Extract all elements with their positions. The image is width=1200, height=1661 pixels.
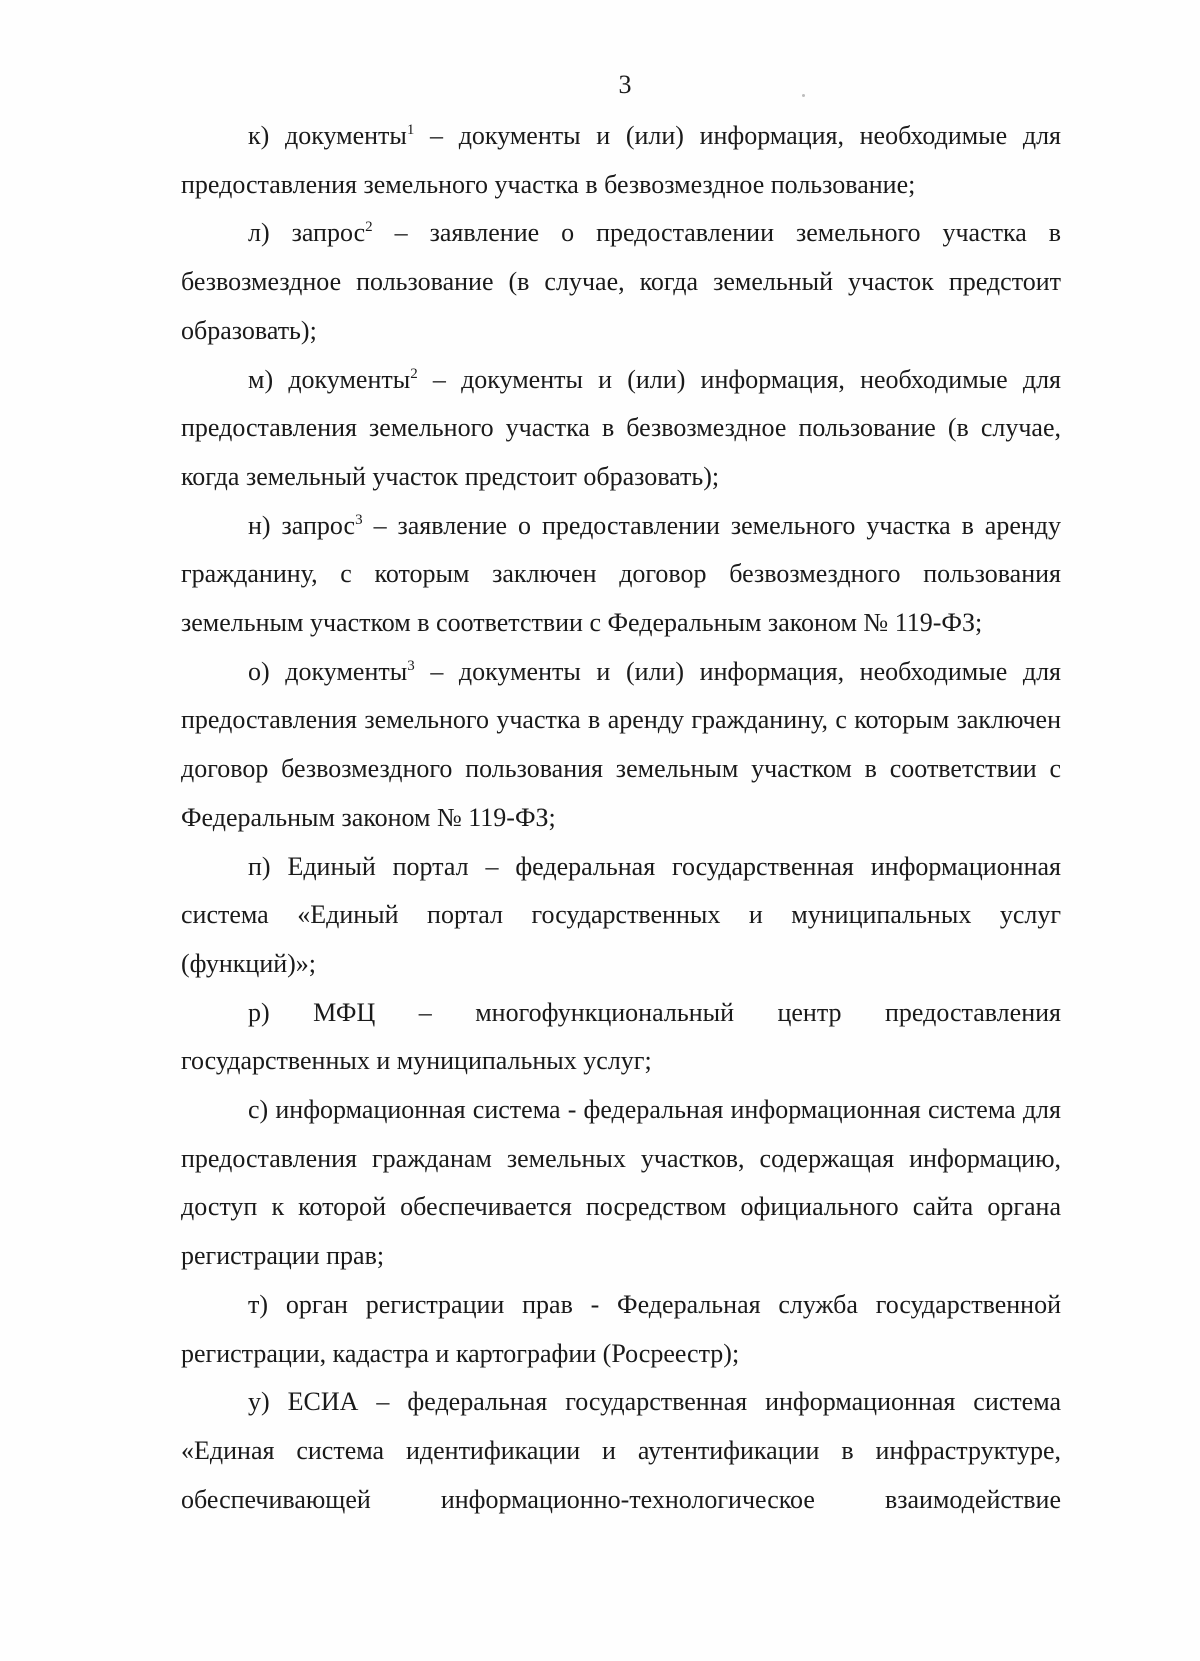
definition-item — [181, 1378, 1061, 1524]
definition-item — [181, 356, 1061, 502]
item-letter: м) — [248, 364, 274, 394]
item-superscript: 3 — [407, 657, 415, 674]
item-superscript: 2 — [365, 219, 373, 236]
item-definition: – документы и (или) информация, необходимые для предоставления земельного участка в безвозмездное пользование; — [181, 121, 1062, 199]
item-term: орган регистрации прав — [285, 1289, 573, 1319]
definition-item — [181, 989, 1061, 1086]
item-term: запрос — [281, 510, 356, 540]
item-letter: л) — [248, 218, 270, 248]
definition-item — [181, 112, 1061, 209]
item-letter: о) — [248, 656, 270, 686]
definition-item — [181, 1281, 1061, 1378]
item-term: Единый портал — [287, 851, 469, 881]
item-letter: у) — [248, 1387, 270, 1417]
item-definition: – федеральная государственная информационная система «Единая система идентификации и аутентификации в инфраструктуре, обеспечивающей информационно-технологическое взаимодействие — [181, 1387, 1062, 1514]
definition-item — [181, 648, 1061, 843]
item-term: ЕСИА — [287, 1387, 359, 1417]
item-term: запрос — [291, 218, 366, 248]
definition-item — [181, 1086, 1061, 1281]
item-term: документы — [288, 364, 411, 394]
item-term: МФЦ — [313, 997, 376, 1027]
item-definition: – федеральная государственная информационная система «Единый портал государственных и муниципальных услуг (функций)»; — [181, 851, 1061, 978]
item-definition: - федеральная информационная система для предоставления гражданам земельных участков, содержащая информацию, доступ к которой обеспечивается посредством официального сайта органа регистрации прав; — [181, 1095, 1061, 1271]
item-superscript: 1 — [406, 122, 415, 138]
item-letter: к) — [248, 121, 270, 150]
item-letter: р) — [248, 997, 270, 1027]
item-definition: – документы и (или) информация, необходимые для предоставления земельного участка в безвозмездное пользование (в случае, когда земельный участок предстоит образовать); — [181, 364, 1062, 491]
page-number: 3 — [618, 70, 632, 99]
item-term: документы — [285, 656, 408, 686]
definition-item — [181, 502, 1061, 648]
item-superscript: 2 — [410, 365, 418, 382]
item-superscript: 3 — [355, 511, 363, 528]
item-letter: т) — [248, 1289, 269, 1319]
definition-item — [181, 209, 1061, 355]
definition-item — [181, 843, 1061, 989]
item-definition: – заявление о предоставлении земельного участка в аренду гражданину, с которым заключен договор безвозмездного пользования земельным участком в соответствии с Федеральным законом № 119-ФЗ; — [181, 510, 1062, 638]
item-letter: с) — [248, 1095, 269, 1125]
item-letter: н) — [248, 510, 271, 540]
item-definition: - Федеральная служба государственной регистрации, кадастра и картографии (Росреестр); — [181, 1289, 1062, 1368]
item-definition: – заявление о предоставлении земельного участка в безвозмездное пользование (в случае, когда земельный участок предстоит образовать); — [181, 218, 1061, 345]
item-letter: п) — [248, 851, 271, 881]
item-term: документы — [284, 121, 407, 150]
item-definition: – документы и (или) информация, необходимые для предоставления земельного участка в аренду гражданину, с которым заключен договор безвозмездного пользования земельным участком в соответствии с Федеральным законом № 119-ФЗ; — [181, 656, 1062, 832]
item-definition: – многофункциональный центр предоставления государственных и муниципальных услуг; — [181, 997, 1061, 1076]
definitions-list — [181, 112, 1061, 1524]
item-term: информационная система — [275, 1095, 561, 1125]
